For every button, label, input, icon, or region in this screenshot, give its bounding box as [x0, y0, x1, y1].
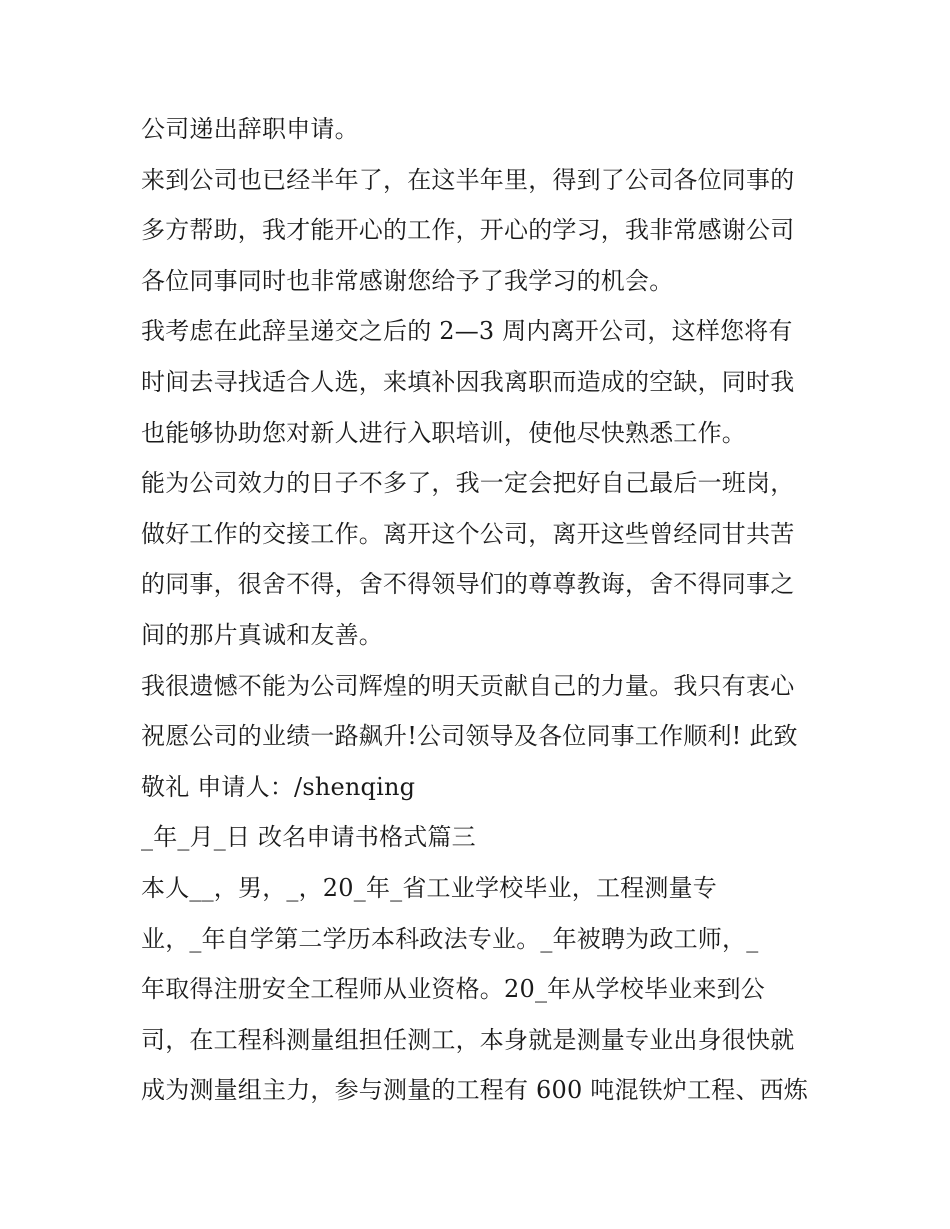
text-line: 本人__，男，_，20_年_省工业学校毕业，工程测量专 [141, 873, 717, 902]
text-line: 业，_年自学第二学历本科政法专业。_年被聘为政工师，_ [141, 924, 759, 953]
text-line: 的同事，很舍不得，舍不得领导们的尊尊教诲，舍不得同事之 [141, 570, 795, 599]
document-body [141, 104, 821, 1116]
text-line: 来到公司也已经半年了，在这半年里，得到了公司各位同事的 [141, 165, 795, 194]
text-line: 敬礼 申请人：/shenqing [141, 772, 416, 801]
text-line: 时间去寻找适合人选，来填补因我离职而造成的空缺，同时我 [141, 367, 795, 396]
text-line: 各位同事同时也非常感谢您给予了我学习的机会。 [141, 266, 674, 295]
text-line: 年取得注册安全工程师从业资格。20_年从学校毕业来到公 [141, 975, 765, 1004]
text-line: 成为测量组主力，参与测量的工程有 600 吨混铁炉工程、西炼 [141, 1076, 809, 1105]
text-line: 能为公司效力的日子不多了，我一定会把好自己最后一班岗， [141, 469, 795, 498]
text-line: 做好工作的交接工作。离开这个公司，离开这些曾经同甘共苦 [141, 519, 795, 548]
text-line: 公司递出辞职申请。 [141, 115, 359, 143]
text-line: 我考虑在此辞呈递交之后的 2—3 周内离开公司，这样您将有 [141, 317, 793, 346]
text-line: 祝愿公司的业绩一路飙升!公司领导及各位同事工作顺利! 此致 [141, 722, 798, 751]
text-line: 司，在工程科测量组担任测工，本身就是测量专业出身很快就 [141, 1025, 795, 1054]
text-line: 多方帮助，我才能开心的工作，开心的学习，我非常感谢公司 [141, 216, 795, 245]
text-line: _年_月_日 改名申请书格式篇三 [141, 823, 476, 852]
text-line: 也能够协助您对新人进行入职培训，使他尽快熟悉工作。 [141, 418, 746, 447]
text-line: 我很遗憾不能为公司辉煌的明天贡献自己的力量。我只有衷心 [141, 671, 795, 700]
text-line: 间的那片真诚和友善。 [141, 620, 383, 649]
